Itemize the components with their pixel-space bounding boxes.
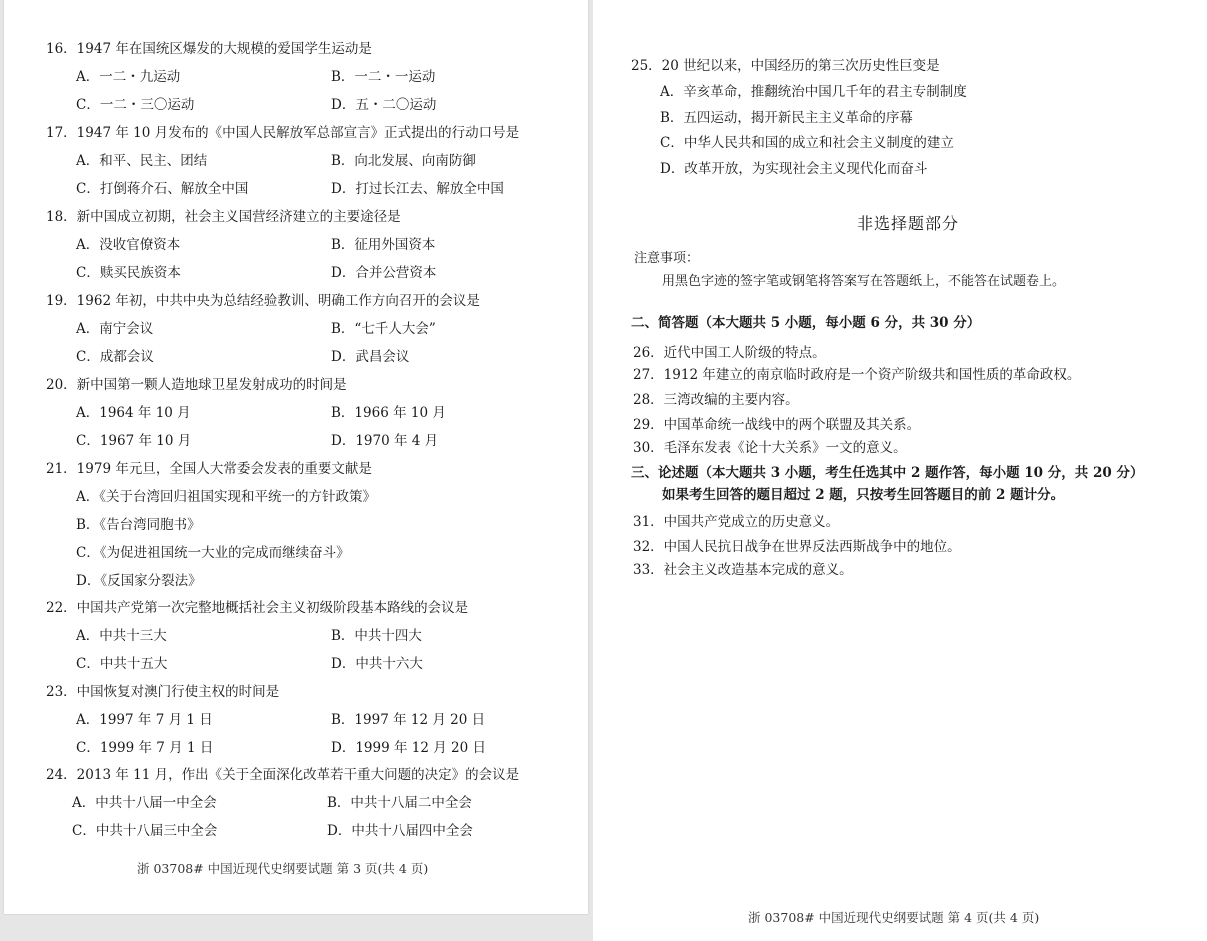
question-25-option-d: D．改革开放，为实现社会主义现代化而奋斗: [660, 161, 928, 177]
question-30: 30．毛泽东发表《论十大关系》一文的意义。: [633, 440, 907, 456]
question-16-option-d: D．五・二〇运动: [331, 97, 437, 113]
question-25-stem: 25．20 世纪以来，中国经历的第三次历史性巨变是: [631, 58, 940, 74]
question-23-option-b: B．1997 年 12 月 20 日: [331, 712, 486, 728]
question-19-option-b: B．“七千人大会”: [331, 321, 436, 337]
question-26: 26．近代中国工人阶级的特点。: [633, 345, 826, 361]
question-33: 33．社会主义改造基本完成的意义。: [633, 562, 853, 578]
question-28: 28．三湾改编的主要内容。: [633, 392, 799, 408]
question-23-option-d: D．1999 年 12 月 20 日: [331, 740, 486, 756]
exam-page-4: [593, 0, 1207, 941]
question-24-option-d: D．中共十八届四中全会: [327, 823, 473, 839]
question-32: 32．中国人民抗日战争在世界反法西斯战争中的地位。: [633, 539, 961, 555]
question-20-stem: 20．新中国第一颗人造地球卫星发射成功的时间是: [46, 377, 347, 393]
question-16-stem: 16．1947 年在国统区爆发的大规模的爱国学生运动是: [46, 41, 372, 57]
question-20-option-a: A．1964 年 10 月: [76, 405, 191, 421]
question-24-option-b: B．中共十八届二中全会: [327, 795, 472, 811]
question-27: 27．1912 年建立的南京临时政府是一个资产阶级共和国性质的革命政权。: [633, 367, 1081, 383]
question-23-option-a: A．1997 年 7 月 1 日: [76, 712, 213, 728]
question-25-option-b: B．五四运动，揭开新民主主义革命的序幕: [660, 110, 913, 126]
question-22-option-d: D．中共十六大: [331, 656, 423, 672]
question-18-option-d: D．合并公营资本: [331, 265, 437, 281]
question-19-option-c: C．成都会议: [76, 349, 154, 365]
part-3-note: 如果考生回答的题目超过 2 题，只按考生回答题目的前 2 题计分。: [662, 487, 1065, 503]
question-16-option-a: A．一二・九运动: [76, 69, 181, 85]
section-title: 非选择题部分: [857, 214, 960, 233]
question-19-option-d: D．武昌会议: [331, 349, 410, 365]
question-25-option-c: C．中华人民共和国的成立和社会主义制度的建立: [660, 135, 954, 151]
question-18-stem: 18．新中国成立初期，社会主义国营经济建立的主要途径是: [46, 209, 401, 225]
question-17-stem: 17．1947 年 10 月发布的《中国人民解放军总部宣言》正式提出的行动口号是: [46, 125, 520, 141]
question-24-option-c: C．中共十八届三中全会: [72, 823, 218, 839]
question-17-option-c: C．打倒蒋介石、解放全中国: [76, 181, 249, 197]
question-18-option-c: C．赎买民族资本: [76, 265, 181, 281]
question-22-option-a: A．中共十三大: [76, 628, 167, 644]
question-20-option-c: C．1967 年 10 月: [76, 433, 192, 449]
page-footer: 浙 03708# 中国近现代史纲要试题 第 3 页(共 4 页): [137, 861, 429, 876]
question-18-option-b: B．征用外国资本: [331, 237, 436, 253]
question-16-option-c: C．一二・三〇运动: [76, 97, 195, 113]
notice-label: 注意事项：: [634, 251, 700, 266]
question-24-stem: 24．2013 年 11 月，作出《关于全面深化改革若干重大问题的决定》的会议是: [46, 767, 520, 783]
question-25-option-a: A．辛亥革命，推翻统治中国几千年的君主专制制度: [660, 84, 967, 100]
question-21-option-d: D．《反国家分裂法》: [76, 573, 202, 589]
question-21-option-a: A．《关于台湾回归祖国实现和平统一的方针政策》: [76, 489, 376, 505]
question-16-option-b: B．一二・一运动: [331, 69, 436, 85]
question-23-stem: 23．中国恢复对澳门行使主权的时间是: [46, 684, 280, 700]
question-21-option-b: B．《告台湾同胞书》: [76, 517, 201, 533]
part-3-heading: 三、论述题（本大题共 3 小题，考生任选其中 2 题作答，每小题 10 分，共 20 分）: [631, 465, 1144, 481]
question-17-option-d: D．打过长江去、解放全中国: [331, 181, 504, 197]
exam-page-3: [4, 0, 588, 914]
question-22-stem: 22．中国共产党第一次完整地概括社会主义初级阶段基本路线的会议是: [46, 600, 469, 616]
question-18-option-a: A．没收官僚资本: [76, 237, 181, 253]
question-22-option-b: B．中共十四大: [331, 628, 422, 644]
question-19-stem: 19．1962 年初，中共中央为总结经验教训、明确工作方向召开的会议是: [46, 293, 480, 309]
question-17-option-a: A．和平、民主、团结: [76, 153, 208, 169]
question-24-option-a: A．中共十八届一中全会: [72, 795, 217, 811]
question-20-option-b: B．1966 年 10 月: [331, 405, 446, 421]
question-21-stem: 21．1979 年元旦，全国人大常委会发表的重要文献是: [46, 461, 372, 477]
notice-text: 用黑色字迹的签字笔或钢笔将答案写在答题纸上，不能答在试题卷上。: [662, 274, 1066, 289]
question-23-option-c: C．1999 年 7 月 1 日: [76, 740, 214, 756]
question-31: 31．中国共产党成立的历史意义。: [633, 514, 840, 530]
page-footer: 浙 03708# 中国近现代史纲要试题 第 4 页(共 4 页): [748, 910, 1040, 925]
question-20-option-d: D．1970 年 4 月: [331, 433, 439, 449]
question-29: 29．中国革命统一战线中的两个联盟及其关系。: [633, 417, 921, 433]
question-17-option-b: B．向北发展、向南防御: [331, 153, 476, 169]
question-22-option-c: C．中共十五大: [76, 656, 168, 672]
question-19-option-a: A．南宁会议: [76, 321, 154, 337]
question-21-option-c: C．《为促进祖国统一大业的完成而继续奋斗》: [76, 545, 350, 561]
part-2-heading: 二、简答题（本大题共 5 小题，每小题 6 分，共 30 分）: [631, 315, 981, 331]
